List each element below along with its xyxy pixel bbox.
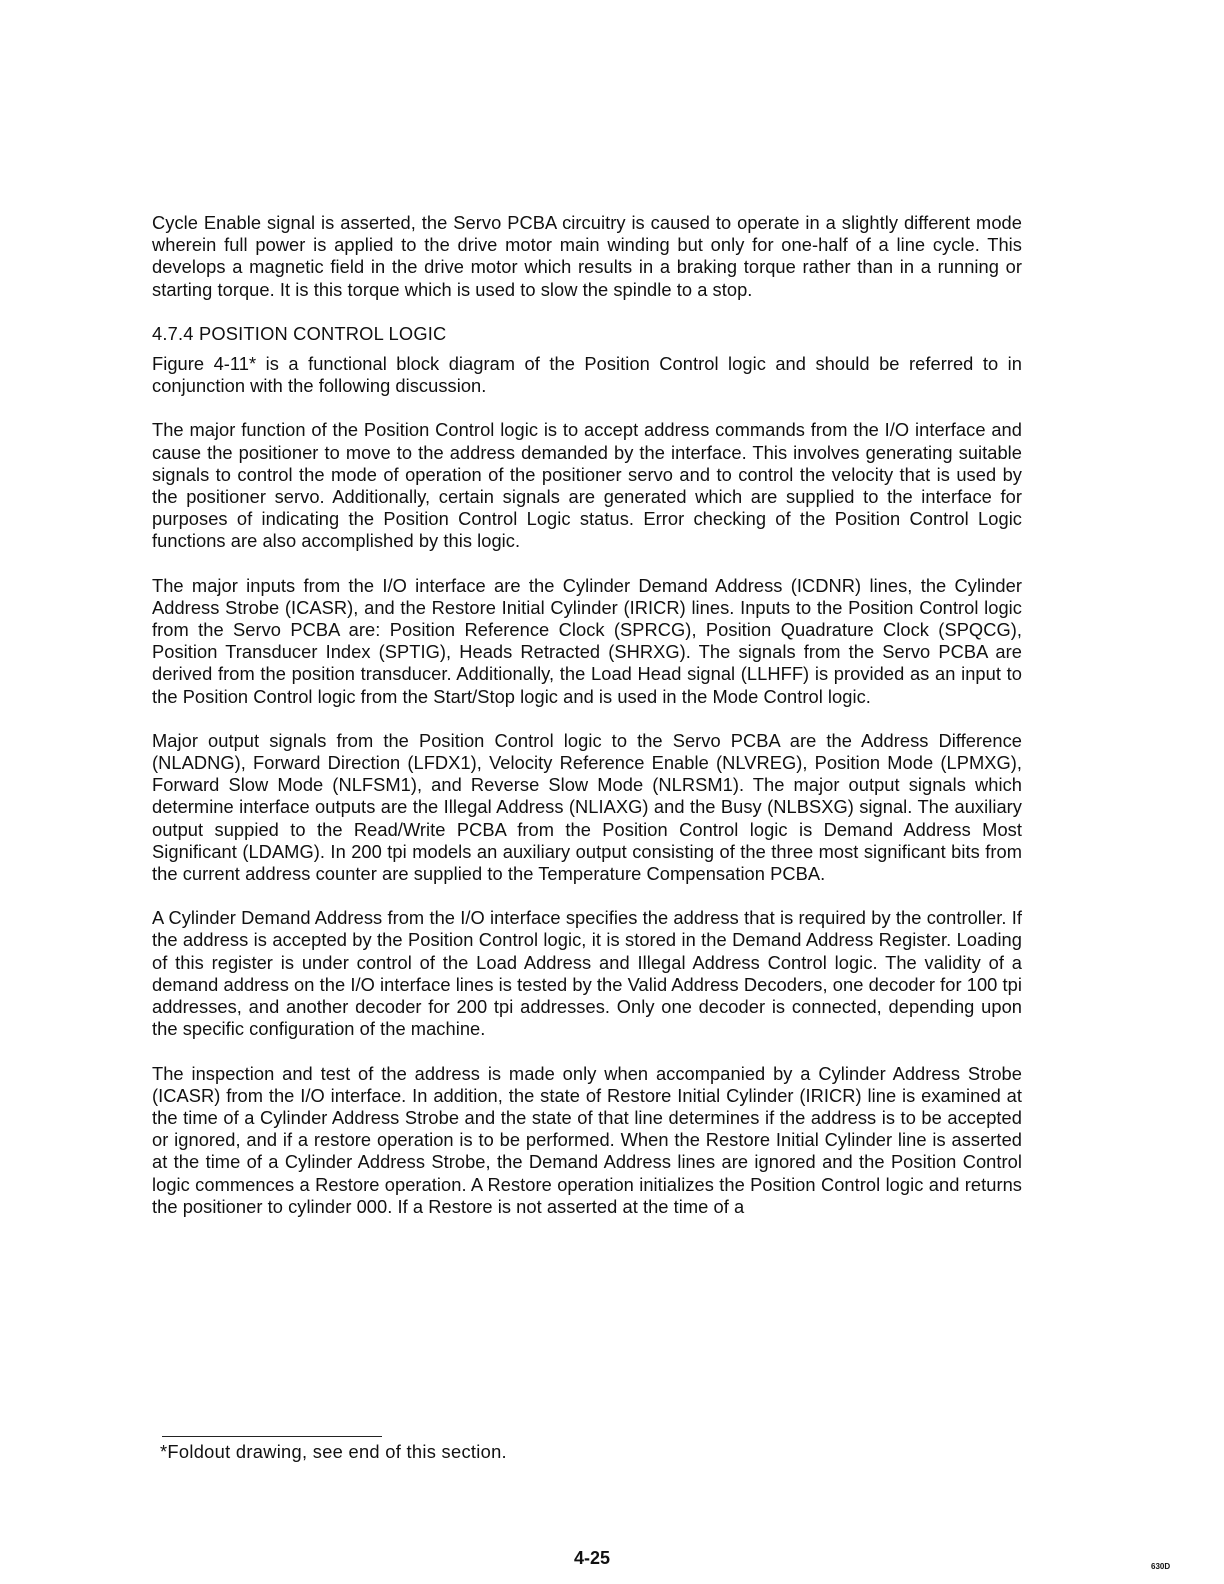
page-number: 4-25 (574, 1548, 611, 1568)
section-paragraph-5: A Cylinder Demand Address from the I/O interface specifies the address that is required by the controller. If the address is accepted by the Position Control logic, it is stored in the Demand Address Register. Loading of this register is under control of the Load Address and Illegal Address Control logic. The validity of a demand address on the I/O interface lines is tested by the Valid Address Decoders, one decoder for 100 tpi addresses, and another decoder for 200 tpi addresses. Only one decoder is connected, depending upon the specific configuration of the machine. (152, 907, 1022, 1040)
intro-paragraph: Cycle Enable signal is asserted, the Servo PCBA circuitry is caused to operate in a slightly different mode wherein full power is applied to the drive motor main winding but only for one-half of a line cycle. This develops a magnetic field in the drive motor which results in a braking torque rather than in a running or starting torque. It is this torque which is used to slow the spindle to a stop. (152, 212, 1022, 300)
footnote-divider (162, 1436, 382, 1437)
section-paragraph-3: The major inputs from the I/O interface are the Cylinder Demand Address (ICDNR) lines, the Cylinder Address Strobe (ICASR), and the Restore Initial Cylinder (IRICR) lines. Inputs to the Position Control logic from the Servo PCBA are: Position Reference Clock (SPRCG), Position Quadrature Clock (SPQCG), Position Transducer Index (SPTIG), Heads Retracted (SHRXG). The signals from the Servo PCBA are derived from the position transducer. Additionally, the Load Head signal (LLHFF) is provided as an input to the Position Control logic from the Start/Stop logic and is used in the Mode Control logic. (152, 574, 1022, 707)
footnote: *Foldout drawing, see end of this section. (160, 1441, 507, 1462)
document-code: 630D (1151, 1562, 1171, 1571)
section-paragraph-2: The major function of the Position Control logic is to accept address commands from the I/O interface and cause the positioner to move to the address demanded by the interface. This involves generating suitable signals to control the mode of operation of the positioner servo and to control the velocity that is used by the positioner servo. Additionally, certain signals are generated which are supplied to the interface for purposes of indicating the Position Control Logic status. Error checking of the Position Control Logic functions are also accomplished by this logic. (152, 419, 1022, 552)
section-heading: 4.7.4 POSITION CONTROL LOGIC (152, 322, 447, 344)
document-body (152, 212, 1022, 1218)
section-paragraph-4: Major output signals from the Position Control logic to the Servo PCBA are the Address Difference (NLADNG), Forward Direction (LFDX1), Velocity Reference Enable (NLVREG), Position Mode (LPMXG), Forward Slow Mode (NLFSM1), and Reverse Slow Mode (NLRSM1). The major output signals which determine interface outputs are the Illegal Address (NLIAXG) and the Busy (NLBSXG) signal. The auxiliary output suppied to the Read/Write PCBA from the Position Control logic is Demand Address Most Significant (LDAMG). In 200 tpi models an auxiliary output consisting of the three most significant bits from the current address counter are supplied to the Temperature Compensation PCBA. (152, 729, 1022, 885)
section-paragraph-1: Figure 4-11* is a functional block diagram of the Position Control logic and should be referred to in conjunction with the following discussion. (152, 353, 1022, 397)
section-paragraph-6: The inspection and test of the address is made only when accompanied by a Cylinder Address Strobe (ICASR) from the I/O interface. In addition, the state of Restore Initial Cylinder (IRICR) line is examined at the time of a Cylinder Address Strobe and the state of that line determines if the address is to be accepted or ignored, and if a restore operation is to be performed. When the Restore Initial Cylinder line is asserted at the time of a Cylinder Address Strobe, the Demand Address lines are ignored and the Position Control logic commences a Restore operation. A Restore operation initializes the Position Control logic and returns the positioner to cylinder 000. If a Restore is not asserted at the time of a (152, 1062, 1022, 1217)
